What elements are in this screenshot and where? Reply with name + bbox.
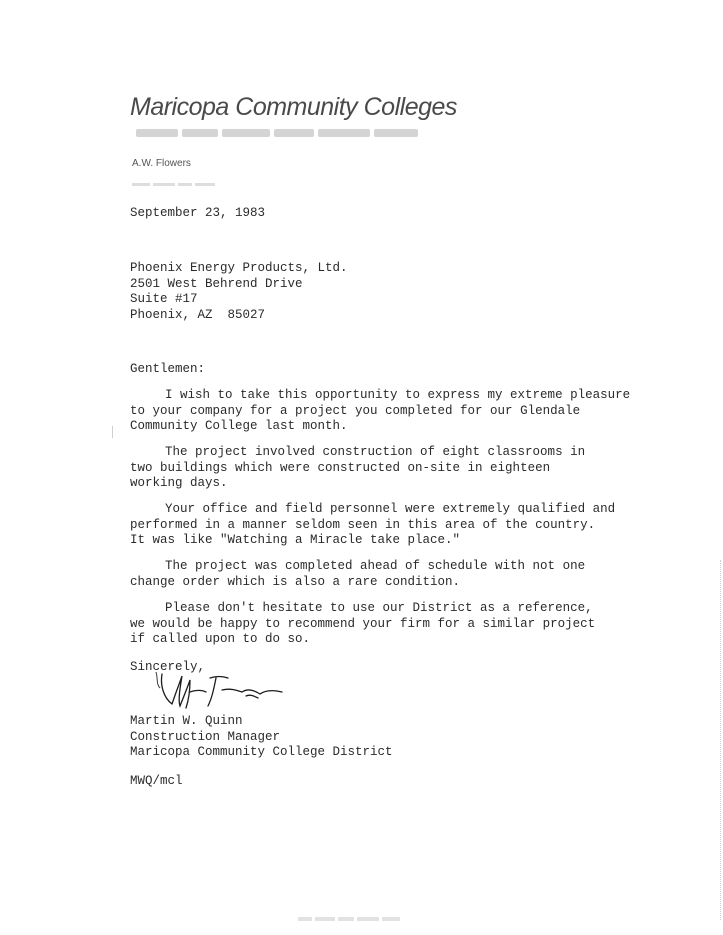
paragraph-line: to your company for a project you completed for our Glendale <box>130 403 581 418</box>
footer-faded-mark <box>298 908 418 914</box>
recipient-line: 2501 West Behrend Drive <box>130 276 303 291</box>
sender-block <box>132 158 242 178</box>
signer-name: Martin W. Quinn <box>130 714 243 728</box>
scan-edge <box>719 560 721 920</box>
body-paragraph-3 <box>130 502 616 549</box>
signature-drawing <box>150 668 300 718</box>
paragraph-line: Please don't hesitate to use our District as a reference, <box>165 601 593 615</box>
paragraph-line: I wish to take this opportunity to express my extreme pleasure <box>165 388 631 402</box>
margin-mark <box>112 426 113 438</box>
signer-title: Construction Manager <box>130 729 281 744</box>
reference-initials: MWQ/mcl <box>130 774 183 788</box>
recipient-line: Phoenix, AZ 85027 <box>130 307 266 322</box>
paragraph-line: we would be happy to recommend your firm for a similar project <box>130 616 596 631</box>
paragraph-line: change order which is also a rare condition. <box>130 574 461 589</box>
paragraph-line: performed in a manner seldom seen in this area of the country. <box>130 517 596 532</box>
body-paragraph-5 <box>130 601 610 648</box>
paragraph-line: two buildings which were constructed on-site in eighteen <box>130 460 551 475</box>
sender-title-faded <box>132 173 242 178</box>
body-paragraph-2 <box>130 445 610 492</box>
letterhead-organization: Maricopa Community Colleges <box>130 93 457 121</box>
paragraph-line: The project was completed ahead of schedule with not one <box>165 559 586 573</box>
letterhead-address-faded <box>136 124 446 136</box>
paragraph-line: It was like "Watching a Miracle take place." <box>130 533 461 547</box>
letterhead <box>130 92 570 122</box>
letter-date: September 23, 1983 <box>130 206 266 220</box>
salutation: Gentlemen: <box>130 362 206 376</box>
recipient-address <box>130 261 610 323</box>
paragraph-line: working days. <box>130 476 228 490</box>
sender-name: A.W. Flowers <box>132 158 191 169</box>
body-paragraph-4 <box>130 559 610 590</box>
closing: Sincerely, <box>130 660 206 674</box>
paragraph-line: if called upon to do so. <box>130 632 311 646</box>
signer-organization: Maricopa Community College District <box>130 745 393 759</box>
signature-block <box>130 714 610 761</box>
recipient-line: Phoenix Energy Products, Ltd. <box>130 261 348 275</box>
recipient-line: Suite #17 <box>130 292 198 306</box>
paragraph-line: Your office and field personnel were extremely qualified and <box>165 502 616 516</box>
paragraph-line: The project involved construction of eight classrooms in <box>165 445 586 459</box>
body-paragraph-1 <box>130 388 631 435</box>
paragraph-line: Community College last month. <box>130 419 348 433</box>
